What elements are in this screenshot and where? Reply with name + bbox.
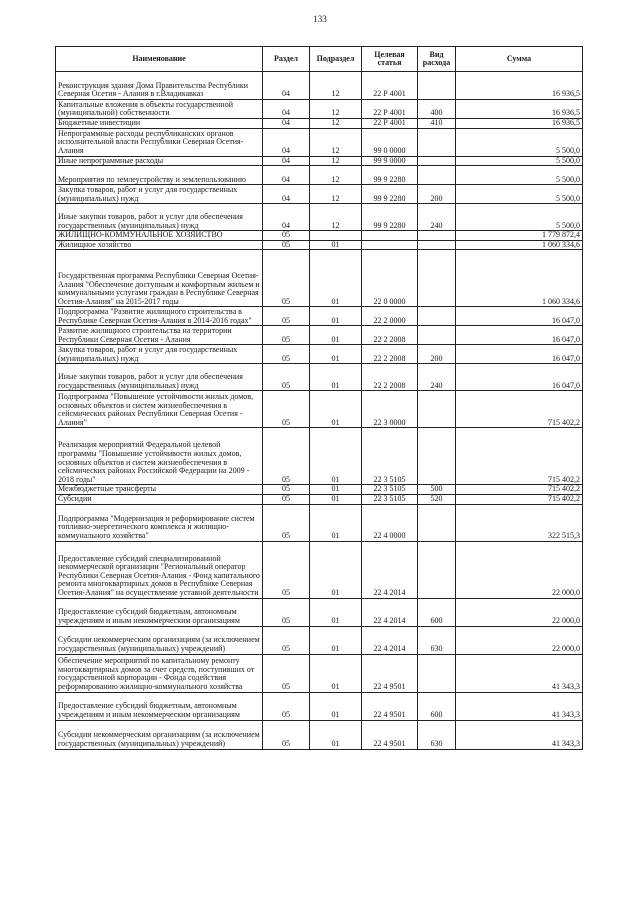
row-target-article: 99 0 0000 [362, 128, 418, 156]
table-row [56, 185, 583, 204]
row-name: Предоставление субсидий бюджетным, автономным учреждениям и иным некоммерческим организациям [56, 692, 263, 720]
row-target-article: 99 9 2280 [362, 185, 418, 204]
header-section: Раздел [263, 47, 310, 72]
header-name: Наименование [56, 47, 263, 72]
row-amount: 41 343,3 [456, 692, 583, 720]
row-expense-type: 200 [418, 345, 456, 364]
row-subsection: 12 [310, 128, 362, 156]
row-section: 05 [263, 494, 310, 504]
table-row [56, 128, 583, 156]
row-amount: 16 047,0 [456, 364, 583, 391]
row-name: Реализация мероприятий Федеральной целевой программы "Повышение устойчивости жилых домов, основных объектов и систем жизнеобеспечения в сейсмических районах Российской Федерации на 2009 - 2018 годы" [56, 428, 263, 485]
row-expense-type: 200 [418, 185, 456, 204]
row-target-article: 22 4 9501 [362, 654, 418, 692]
row-section: 05 [263, 428, 310, 485]
row-amount: 715 402,2 [456, 485, 583, 495]
row-expense-type: 410 [418, 119, 456, 129]
row-name: Предоставление субсидий бюджетным, автономным учреждениям и иным некоммерческим организациям [56, 598, 263, 626]
row-target-article: 22 3 5105 [362, 428, 418, 485]
row-target-article: 22 4 2014 [362, 598, 418, 626]
row-expense-type: 600 [418, 692, 456, 720]
row-target-article: 22 4 9501 [362, 720, 418, 749]
row-section: 05 [263, 364, 310, 391]
row-target-article: 22 4 9501 [362, 692, 418, 720]
row-expense-type: 630 [418, 720, 456, 749]
row-section: 05 [263, 654, 310, 692]
row-section: 05 [263, 231, 310, 241]
row-subsection: 01 [310, 494, 362, 504]
table-row [56, 504, 583, 541]
row-section: 05 [263, 345, 310, 364]
table-row [56, 720, 583, 749]
table-row [56, 541, 583, 598]
row-target-article: 99 9 0000 [362, 156, 418, 166]
row-section: 05 [263, 391, 310, 428]
row-amount: 5 500,0 [456, 128, 583, 156]
row-subsection: 01 [310, 250, 362, 307]
table-row [56, 72, 583, 100]
row-target-article: 22 Р 4001 [362, 100, 418, 119]
row-expense-type [418, 326, 456, 345]
row-target-article [362, 231, 418, 241]
row-subsection: 01 [310, 391, 362, 428]
row-target-article: 22 3 0000 [362, 391, 418, 428]
row-amount: 715 402,2 [456, 494, 583, 504]
row-amount: 715 402,2 [456, 428, 583, 485]
row-name: Государственная программа Республики Северная Осетия-Алания "Обеспечение доступным и комфортным жильем и коммунальными услугами граждан в Республике Северная Осетия-Алания" на 2015-2017 годы [56, 250, 263, 307]
row-section: 05 [263, 485, 310, 495]
row-expense-type: 240 [418, 364, 456, 391]
table-row [56, 231, 583, 241]
row-subsection: 01 [310, 428, 362, 485]
table-row [56, 204, 583, 231]
row-section: 05 [263, 598, 310, 626]
row-subsection [310, 231, 362, 241]
table-row [56, 692, 583, 720]
row-expense-type [418, 72, 456, 100]
row-expense-type: 520 [418, 494, 456, 504]
table-row [56, 626, 583, 654]
table-row [56, 250, 583, 307]
row-target-article: 22 0 0000 [362, 250, 418, 307]
row-subsection: 12 [310, 72, 362, 100]
row-name: Закупка товаров, работ и услуг для государственных (муниципальных) нужд [56, 345, 263, 364]
row-name: Непрограммные расходы республиканских органов исполнительной власти Республики Северная Осетия-Алания [56, 128, 263, 156]
row-expense-type: 240 [418, 204, 456, 231]
row-expense-type [418, 128, 456, 156]
table-row [56, 364, 583, 391]
row-target-article: 22 2 2008 [362, 364, 418, 391]
row-subsection: 01 [310, 598, 362, 626]
table-row [56, 428, 583, 485]
row-section: 04 [263, 128, 310, 156]
row-target-article: 22 3 5105 [362, 494, 418, 504]
row-amount: 16 047,0 [456, 326, 583, 345]
row-target-article: 22 Р 4001 [362, 72, 418, 100]
row-expense-type [418, 391, 456, 428]
row-expense-type [418, 240, 456, 250]
table-body [56, 72, 583, 750]
row-expense-type [418, 541, 456, 598]
row-target-article: 22 2 2008 [362, 326, 418, 345]
row-amount: 5 500,0 [456, 166, 583, 185]
header-amount: Сумма [456, 47, 583, 72]
row-section: 04 [263, 156, 310, 166]
row-target-article: 22 3 5105 [362, 485, 418, 495]
row-name: Подпрограмма "Развитие жилищного строительства в Республике Северная Осетия-Алания в 2014-2016 годах" [56, 307, 263, 326]
row-section: 05 [263, 626, 310, 654]
row-target-article: 22 2 0000 [362, 307, 418, 326]
row-section: 05 [263, 326, 310, 345]
row-section: 05 [263, 240, 310, 250]
header-expense-type: Вид расхода [418, 47, 456, 72]
row-subsection: 01 [310, 504, 362, 541]
row-subsection: 01 [310, 720, 362, 749]
row-expense-type: 500 [418, 485, 456, 495]
row-section: 05 [263, 250, 310, 307]
row-expense-type: 600 [418, 598, 456, 626]
row-name: Реконструкция здания Дома Правительства Республики Северная Осетия - Алания в г.Владикавказ [56, 72, 263, 100]
row-expense-type [418, 250, 456, 307]
row-name: Предоставление субсидий специализированной некоммерческой организации "Региональный оператор Республики Северная Осетия-Алания - Фонд капитального ремонта многоквартирных домов в Республике Северная Осетия-Алания" на осуществление уставной деятельности [56, 541, 263, 598]
row-subsection: 12 [310, 156, 362, 166]
row-name: Развитие жилищного строительства на территории Республики Северная Осетия - Алания [56, 326, 263, 345]
row-subsection: 01 [310, 345, 362, 364]
row-amount: 22 000,0 [456, 541, 583, 598]
row-expense-type [418, 428, 456, 485]
row-name: Иные непрограммные расходы [56, 156, 263, 166]
row-target-article: 22 4 0000 [362, 504, 418, 541]
row-name: Субсидии некоммерческим организациям (за исключением государственных (муниципальных) учреждений) [56, 720, 263, 749]
page-number: 133 [313, 14, 327, 24]
row-amount: 41 343,3 [456, 720, 583, 749]
row-target-article: 22 Р 4001 [362, 119, 418, 129]
row-expense-type [418, 504, 456, 541]
row-expense-type: 630 [418, 626, 456, 654]
row-subsection: 01 [310, 240, 362, 250]
row-name: Подпрограмма "Повышение устойчивости жилых домов, основных объектов и систем жизнеобеспечения в сейсмических районах Республики Северная Осетия - Алания" [56, 391, 263, 428]
table-row [56, 598, 583, 626]
table-row [56, 485, 583, 495]
row-section: 05 [263, 720, 310, 749]
table-row [56, 307, 583, 326]
table-row [56, 345, 583, 364]
row-name: Мероприятия по землеустройству и землепользованию [56, 166, 263, 185]
row-section: 05 [263, 504, 310, 541]
row-expense-type [418, 654, 456, 692]
row-section: 04 [263, 72, 310, 100]
row-amount: 5 500,0 [456, 156, 583, 166]
budget-table [55, 46, 583, 750]
row-expense-type [418, 156, 456, 166]
row-amount: 41 343,3 [456, 654, 583, 692]
row-amount: 16 936,5 [456, 72, 583, 100]
table-header-row [56, 47, 583, 72]
row-target-article [362, 240, 418, 250]
row-amount: 322 515,3 [456, 504, 583, 541]
row-subsection: 01 [310, 364, 362, 391]
row-amount: 5 500,0 [456, 204, 583, 231]
table-row [56, 494, 583, 504]
row-section: 04 [263, 100, 310, 119]
row-amount: 16 936,5 [456, 119, 583, 129]
row-name: Капитальные вложения в объекты государственной (муниципальной) собственности [56, 100, 263, 119]
row-amount: 1 779 872,4 [456, 231, 583, 241]
row-amount: 16 047,0 [456, 307, 583, 326]
row-amount: 16 936,5 [456, 100, 583, 119]
table-row [56, 654, 583, 692]
row-subsection: 01 [310, 626, 362, 654]
header-subsection: Подраздел [310, 47, 362, 72]
row-name: Иные закупки товаров, работ и услуг для обеспечения государственных (муниципальных) нужд [56, 364, 263, 391]
row-subsection: 12 [310, 119, 362, 129]
row-subsection: 01 [310, 326, 362, 345]
row-section: 04 [263, 204, 310, 231]
row-subsection: 01 [310, 692, 362, 720]
row-name: Бюджетные инвестиции [56, 119, 263, 129]
table-row [56, 119, 583, 129]
row-target-article: 99 9 2280 [362, 166, 418, 185]
row-amount: 715 402,2 [456, 391, 583, 428]
row-subsection: 01 [310, 307, 362, 326]
row-target-article: 22 4 2014 [362, 626, 418, 654]
row-section: 04 [263, 119, 310, 129]
row-name: Подпрограмма "Модернизация и реформирование систем топливно-энергетического комплекса и жилищно-коммунального хозяйства" [56, 504, 263, 541]
row-section: 04 [263, 185, 310, 204]
row-subsection: 12 [310, 204, 362, 231]
table-row [56, 391, 583, 428]
row-name: Закупка товаров, работ и услуг для государственных (муниципальных) нужд [56, 185, 263, 204]
row-amount: 1 060 334,6 [456, 240, 583, 250]
row-subsection: 12 [310, 100, 362, 119]
row-name: ЖИЛИЩНО-КОММУНАЛЬНОЕ ХОЗЯЙСТВО [56, 231, 263, 241]
table-row [56, 240, 583, 250]
row-section: 05 [263, 692, 310, 720]
row-name: Субсидии [56, 494, 263, 504]
row-target-article: 22 2 2008 [362, 345, 418, 364]
row-amount: 5 500,0 [456, 185, 583, 204]
row-section: 05 [263, 541, 310, 598]
table-row [56, 156, 583, 166]
row-subsection: 01 [310, 541, 362, 598]
row-target-article: 22 4 2014 [362, 541, 418, 598]
row-expense-type [418, 231, 456, 241]
table-row [56, 100, 583, 119]
row-expense-type [418, 307, 456, 326]
row-name: Обеспечение мероприятий по капитальному ремонту многоквартирных домов за счет средств, поступивших от государственной корпорации - Фонда содействия реформированию жилищно-коммунального хозяйства [56, 654, 263, 692]
row-amount: 22 000,0 [456, 626, 583, 654]
row-expense-type [418, 166, 456, 185]
row-subsection: 12 [310, 185, 362, 204]
row-expense-type: 400 [418, 100, 456, 119]
row-target-article: 99 9 2280 [362, 204, 418, 231]
row-section: 04 [263, 166, 310, 185]
row-section: 05 [263, 307, 310, 326]
row-name: Жилищное хозяйство [56, 240, 263, 250]
row-name: Межбюджетные трансферты [56, 485, 263, 495]
row-subsection: 12 [310, 166, 362, 185]
table-row [56, 166, 583, 185]
row-amount: 1 060 334,6 [456, 250, 583, 307]
row-name: Иные закупки товаров, работ и услуг для обеспечения государственных (муниципальных) нужд [56, 204, 263, 231]
row-subsection: 01 [310, 485, 362, 495]
row-name: Субсидии некоммерческим организациям (за исключением государственных (муниципальных) учреждений) [56, 626, 263, 654]
row-subsection: 01 [310, 654, 362, 692]
row-amount: 22 000,0 [456, 598, 583, 626]
header-target-article: Целевая статья [362, 47, 418, 72]
row-amount: 16 047,0 [456, 345, 583, 364]
table-row [56, 326, 583, 345]
